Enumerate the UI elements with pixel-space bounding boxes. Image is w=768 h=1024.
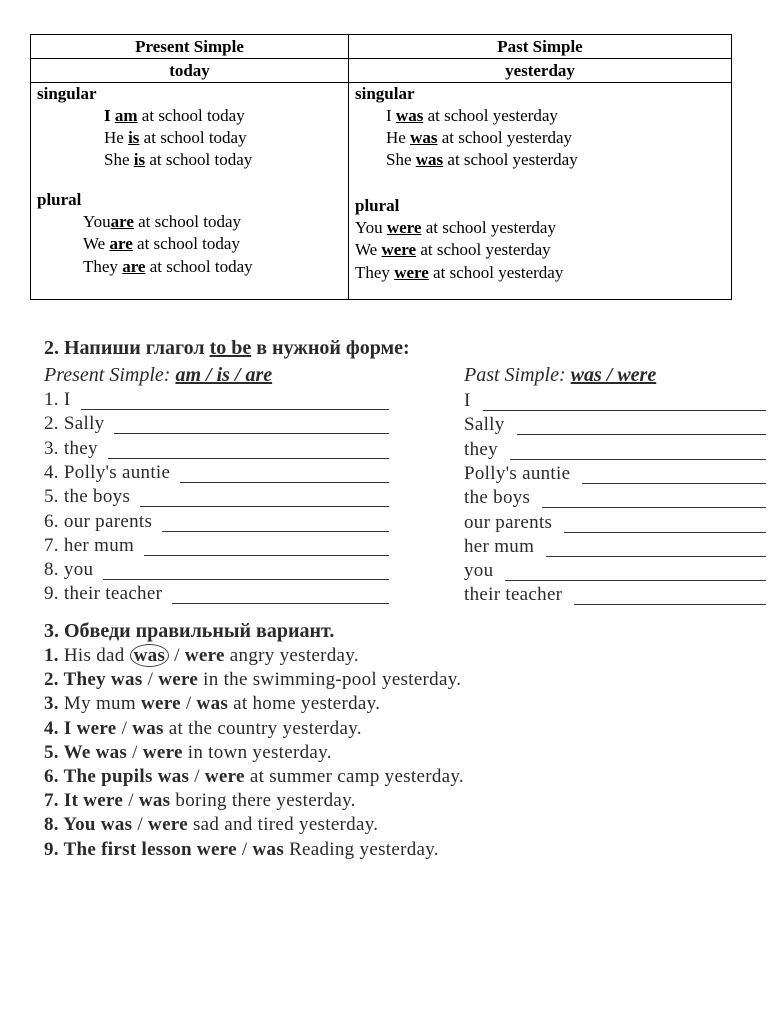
line-number: 1.	[44, 645, 64, 666]
option-b[interactable]: were	[184, 645, 225, 666]
present-answer-blank[interactable]	[172, 603, 389, 604]
exercise-3-line	[44, 814, 378, 836]
present-today-header: today	[169, 61, 210, 80]
past-answer-blank[interactable]	[574, 604, 766, 605]
past-singular-row: He was at school yesterday	[386, 128, 573, 147]
exercise-2-title: 2. Напиши глагол to be в нужной форме:	[44, 337, 410, 359]
past-item-label: I	[464, 390, 471, 411]
table-row-divider	[31, 82, 731, 83]
option-separator: /	[142, 669, 159, 691]
line-rest: Reading yesterday.	[284, 838, 439, 860]
past-item-label: you	[464, 560, 494, 582]
present-answer-blank[interactable]	[81, 409, 389, 410]
past-answer-blank[interactable]	[582, 483, 766, 484]
option-separator: /	[236, 838, 253, 860]
present-item-label: 4. Polly's auntie	[44, 461, 171, 483]
line-number: 9.	[44, 838, 64, 860]
present-item-label: 5. the boys	[44, 486, 131, 508]
option-a[interactable]: were	[83, 790, 124, 812]
line-rest: at summer camp yesterday.	[244, 766, 464, 787]
line-subject: I	[63, 717, 77, 739]
present-singular-row: I am at school today	[104, 106, 245, 125]
present-answer-blank[interactable]	[180, 482, 389, 483]
option-a[interactable]: was	[111, 669, 143, 691]
option-separator: /	[189, 766, 205, 787]
past-plural-row: We were at school yesterday	[355, 240, 551, 259]
present-plural-row: We are at school today	[83, 234, 240, 253]
exercise-3-line	[44, 766, 464, 788]
exercise-3-line	[44, 790, 356, 812]
present-singular-row: She is at school today	[104, 150, 253, 169]
present-plural-row: They are at school today	[83, 257, 253, 276]
exercise-3-line	[44, 742, 332, 764]
line-subject: You	[63, 814, 101, 836]
present-item-label: 2. Sally	[44, 413, 105, 435]
line-subject: We	[63, 741, 96, 763]
option-a[interactable]: was	[100, 814, 133, 836]
option-separator: /	[116, 717, 133, 739]
past-item-label: her mum	[464, 535, 535, 557]
past-item-label: Polly's auntie	[464, 462, 571, 484]
line-rest: angry yesterday.	[224, 645, 359, 666]
line-subject: They	[63, 669, 111, 691]
line-number: 3.	[44, 693, 64, 715]
line-subject: His dad	[63, 645, 130, 666]
past-yesterday-header: yesterday	[505, 61, 575, 80]
present-answer-blank[interactable]	[162, 531, 389, 532]
line-rest: in the swimming-pool yesterday.	[198, 669, 462, 691]
present-item-label: 3. they	[44, 437, 98, 459]
grammar-table	[30, 34, 732, 300]
present-item-label: 8. you	[44, 559, 94, 581]
present-answer-blank[interactable]	[103, 579, 389, 580]
option-separator: /	[127, 741, 143, 763]
past-plural-row: They were at school yesterday	[355, 263, 564, 282]
exercise-3-title: 3. Обведи правильный вариант.	[44, 620, 335, 642]
option-b[interactable]: were	[204, 766, 245, 787]
past-plural-label: plural	[355, 196, 400, 215]
option-separator: /	[132, 814, 149, 836]
option-b[interactable]: were	[158, 669, 199, 691]
past-simple-header: Past Simple	[497, 37, 583, 56]
exercise-3-line	[44, 693, 380, 715]
option-a[interactable]: was	[95, 741, 128, 763]
line-number: 6.	[44, 766, 64, 787]
option-a[interactable]: was	[130, 644, 170, 667]
past-item-label: Sally	[464, 414, 505, 436]
line-rest: boring there yesterday.	[170, 790, 356, 812]
exercise-3-line	[44, 839, 439, 861]
past-answer-blank[interactable]	[510, 459, 766, 460]
option-a[interactable]: were	[196, 838, 237, 860]
line-rest: at home yesterday.	[228, 693, 381, 715]
present-answer-blank[interactable]	[108, 458, 389, 459]
line-rest: sad and tired yesterday.	[187, 814, 379, 836]
past-simple-forms: Past Simple: was / were	[464, 364, 657, 386]
line-number: 2.	[44, 669, 64, 691]
option-b[interactable]: was	[196, 693, 229, 715]
line-subject: It	[63, 790, 84, 812]
option-b[interactable]: was	[252, 838, 285, 860]
present-simple-header: Present Simple	[135, 37, 244, 56]
option-b[interactable]: was	[132, 717, 164, 739]
past-answer-blank[interactable]	[483, 410, 766, 411]
present-item-label: 9. their teacher	[44, 583, 163, 605]
present-answer-blank[interactable]	[144, 555, 389, 556]
past-singular-label: singular	[355, 84, 415, 103]
line-number: 8.	[44, 814, 64, 836]
past-answer-blank[interactable]	[505, 580, 766, 581]
exercise-3-line	[44, 669, 461, 691]
line-subject: My mum	[63, 693, 141, 715]
exercise-3-line	[44, 718, 362, 740]
line-number: 7.	[44, 790, 64, 812]
past-answer-blank[interactable]	[546, 556, 766, 557]
past-item-label: their teacher	[464, 584, 563, 606]
table-row-divider	[31, 58, 731, 59]
option-a[interactable]: were	[140, 693, 181, 715]
line-subject: The first lesson	[63, 838, 197, 860]
past-singular-row: I was at school yesterday	[386, 106, 558, 125]
line-rest: in town yesterday.	[182, 741, 332, 763]
option-b[interactable]: were	[148, 814, 188, 836]
present-answer-blank[interactable]	[140, 506, 389, 507]
option-a[interactable]: was	[157, 766, 190, 787]
past-item-label: the boys	[464, 487, 531, 509]
line-number: 4.	[44, 717, 64, 739]
option-b[interactable]: were	[142, 741, 183, 763]
exercise-3-line	[44, 645, 359, 667]
present-answer-blank[interactable]	[114, 433, 389, 434]
present-simple-forms: Present Simple: am / is / are	[44, 364, 273, 386]
present-singular-row: He is at school today	[104, 128, 247, 147]
present-singular-label: singular	[37, 84, 97, 103]
option-b[interactable]: was	[138, 790, 171, 812]
line-rest: at the country yesterday.	[163, 717, 362, 739]
past-item-label: our parents	[464, 511, 553, 533]
line-subject: The pupils	[63, 766, 158, 787]
past-answer-blank[interactable]	[542, 507, 766, 508]
past-item-label: they	[464, 438, 498, 460]
present-plural-label: plural	[37, 190, 82, 209]
option-separator: /	[180, 693, 197, 715]
option-separator: /	[123, 790, 139, 812]
present-item-label: 7. her mum	[44, 534, 135, 556]
present-item-label: 1. I	[44, 389, 71, 410]
present-plural-row: Youare at school today	[83, 212, 242, 231]
present-item-label: 6. our parents	[44, 510, 153, 532]
past-answer-blank[interactable]	[564, 532, 766, 533]
past-plural-row: You were at school yesterday	[355, 218, 556, 237]
past-singular-row: She was at school yesterday	[386, 150, 578, 169]
option-a[interactable]: were	[76, 717, 117, 739]
option-separator: /	[169, 645, 185, 666]
line-number: 5.	[44, 741, 64, 763]
past-answer-blank[interactable]	[517, 434, 766, 435]
